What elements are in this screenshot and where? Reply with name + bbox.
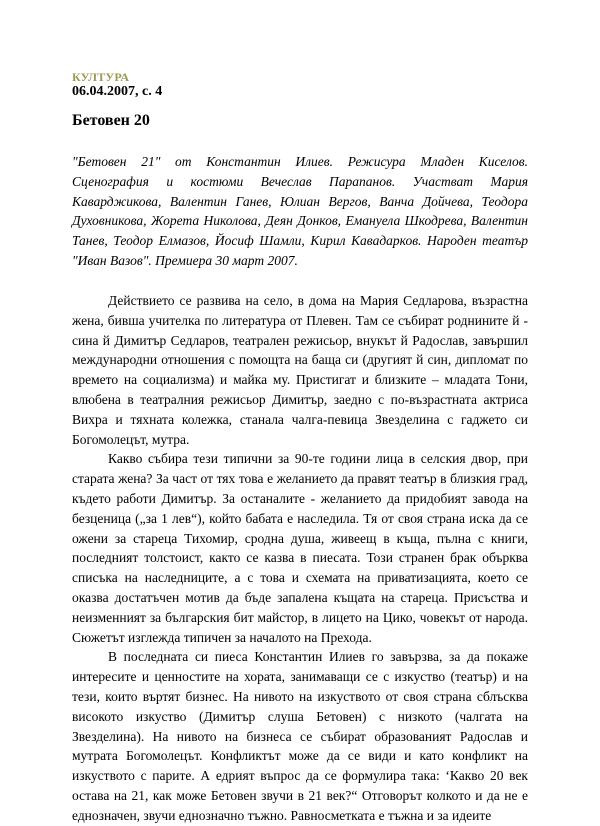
body-paragraph: В последната си пиеса Константин Илиев го завързва, за да покаже интересите и ценностите на хората, занимаващи се с изкуство (театър) и на тези, които въртят бизнес. На нивото на изкуството от своя страна сблъсква високото изкуство (Димитър слуша Бетовен) с низкото (чалгата на Звезделина). На нивото на бизнеса се събират образованият Радослав и мутрата Богомолецът. Конфликтът може да се види и като конфликт на изкуството с парите. А едрият въпрос да се формулира така: ‘Какво 20 век остава на 21, как може Бетовен звучи в 21 век?“ Отговорът колкото и да не е еднозначен, звучи еднозначно тъжно. Равносметката е тъжна и за идеите xyxy=(72,649,528,823)
production-credits: "Бетовен 21" от Константин Илиев. Режисура Младен Киселов. Сценография и костюми Вечеслав Парапанов. Участват Мария Каварджикова, Валентин Ганев, Юлиан Вергов, Ванча Дойчева, Теодора Духовникова, Жорета Николова, Деян Донков, Емануела Шкодрева, Валентин Танев, Теодор Елмазов, Йосиф Шамли, Кирил Кавадарков. Народен театър "Иван Вазов". Премиера 30 март 2007. xyxy=(72,154,528,268)
body-paragraph: Какво събира тези типични за 90-те години лица в селския двор, при старата жена? За част от тях това е желанието да правят театър в близкия град, където работи Димитър. За останалите - желанието да придобият завода на безценица („за 1 лев“), който бабата е наследила. Тя от своя страна иска да се ожени за стареца Тихомир, сродна душа, живеещ в къща, пълна с книги, последният толстоист, както се казва в пиесата. Този странен брак обърква списъка на наследниците, а с това и схемата на приватизацията, което се оказва достатъчен мотив да бъде запалена къщата на стареца. Присъства и неизменният за българския бит майстор, в лицето на Цико, човекът от народа. Сюжетът изглежда типичен за началото на Прехода. xyxy=(72,451,528,645)
article-body xyxy=(72,291,528,826)
body-paragraph: Действието се развива на село, в дома на Мария Седларова, възрастна жена, бивша учителка по литература от Плевен. Там се събират роднините й - сина й Димитър Седларов, театрален режисьор, внукът й Радослав, завършил международни отношения с помощта на баща си (другият й син, дипломат по времето на социализма) и майка му. Пристигат и близките – младата Тони, влюбена в театралния режисьор Димитър, заедно с по-възрастната актриса Вихра и тяхната колежка, станала чалга-певица Звезделина с гаджето си Богомолецът, мутра. xyxy=(72,293,528,447)
section-label: КУЛТУРА xyxy=(72,70,130,84)
publication-date: 06.04.2007, с. 4 xyxy=(72,84,163,99)
article-title: Бетовен 20 xyxy=(72,112,150,129)
